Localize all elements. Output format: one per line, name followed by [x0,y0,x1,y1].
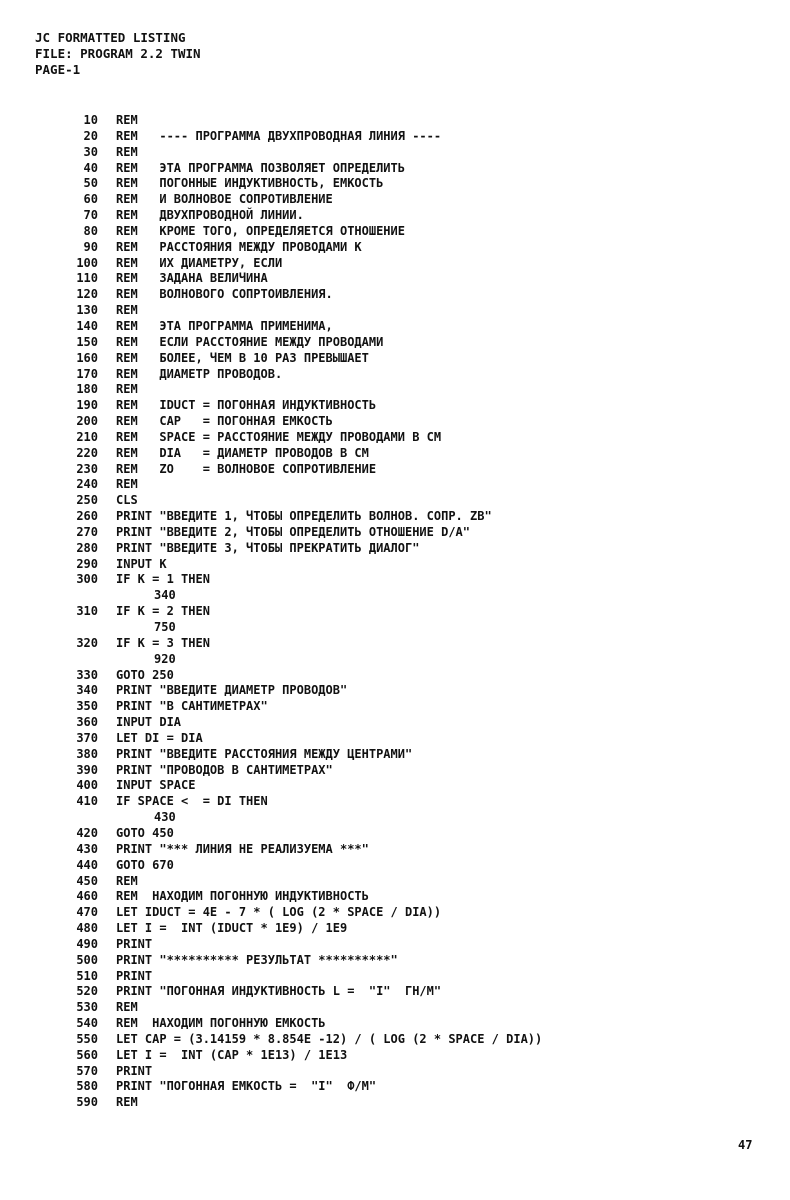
page-number: 47 [738,1138,753,1152]
line-code: INPUT SPACE [116,778,196,793]
listing-line [66,588,542,604]
line-code: PRINT "ВВЕДИТЕ ДИАМЕТР ПРОВОДОВ" [116,683,348,698]
line-code: 750 [154,620,176,634]
listing-line [66,287,542,303]
line-number: 100 [76,255,98,270]
line-number: 40 [83,160,98,175]
line-number: 430 [76,841,98,856]
line-number: 210 [76,429,98,444]
listing-line [66,256,542,272]
line-code: IF K = 1 THEN [116,572,210,587]
line-number: 590 [76,1095,98,1110]
listing-line [66,271,542,287]
line-code: REM НАХОДИМ ПОГОННУЮ ИНДУКТИВНОСТЬ [116,889,369,904]
line-number: 420 [76,825,98,840]
listing-line [66,1095,542,1111]
listing-line [66,240,542,256]
line-code: CLS [116,493,138,508]
line-code: GOTO 250 [116,667,174,682]
listing-line [66,161,542,177]
listing-line [66,1000,542,1016]
listing-line [66,509,542,525]
listing-line [66,858,542,874]
listing-line [66,874,542,890]
line-number: 30 [83,144,98,159]
line-code: 340 [154,588,176,603]
listing-line [66,715,542,731]
line-code: REM [116,382,138,397]
line-number: 130 [76,303,98,318]
listing-line [66,937,542,953]
line-number: 470 [76,905,98,920]
line-code: REM И ВОЛНОВОЕ СОПРОТИВЛЕНИЕ [116,192,333,207]
listing-line [66,826,542,842]
line-number: 540 [76,1016,98,1031]
listing-line [66,129,542,145]
listing-line [66,303,542,319]
listing-line [66,652,542,668]
line-code: REM CAP = ПОГОННАЯ ЕМКОСТЬ [116,414,333,429]
listing-line [66,398,542,414]
line-code: GOTO 450 [116,825,174,840]
line-number [66,652,98,668]
listing-line [66,224,542,240]
line-code: PRINT "ПОГОННАЯ ЕМКОСТЬ = "I" Ф/М" [116,1079,377,1094]
line-number: 220 [76,445,98,460]
line-number: 180 [76,382,98,397]
line-code: REM ---- ПРОГРАММА ДВУХПРОВОДНАЯ ЛИНИЯ ---- [116,128,442,143]
listing-line [66,192,542,208]
line-code: REM ДИАМЕТР ПРОВОДОВ. [116,366,283,381]
listing-line [66,699,542,715]
listing-line [66,668,542,684]
line-number: 80 [83,223,98,238]
listing-header [35,30,201,78]
line-code: REM [116,1000,138,1015]
line-number: 160 [76,350,98,365]
line-code: REM IDUCT = ПОГОННАЯ ИНДУКТИВНОСТЬ [116,398,377,413]
line-code: 920 [154,651,176,666]
line-number: 340 [76,683,98,698]
listing-line [66,208,542,224]
line-number: 380 [76,746,98,761]
line-code: IF SPACE < = DI THEN [116,794,268,809]
line-code: REM ЕСЛИ РАССТОЯНИЕ МЕЖДУ ПРОВОДАМИ [116,334,384,349]
line-code: LET DI = DIA [116,730,203,745]
line-code: PRINT "ВВЕДИТЕ 2, ЧТОБЫ ОПРЕДЕЛИТЬ ОТНОШЕНИЕ D/A" [116,524,471,539]
line-number: 120 [76,287,98,302]
line-number: 560 [76,1047,98,1062]
line-number: 570 [76,1063,98,1078]
line-number: 490 [76,936,98,951]
line-number: 280 [76,540,98,555]
line-number [66,810,98,826]
line-number: 250 [76,493,98,508]
listing-line [66,319,542,335]
line-number: 580 [76,1079,98,1094]
listing-line [66,351,542,367]
line-number: 170 [76,366,98,381]
line-code: PRINT [116,968,153,983]
line-code: REM НАХОДИМ ПОГОННУЮ ЕМКОСТЬ [116,1016,326,1031]
listing-line [66,810,542,826]
line-number: 500 [76,952,98,967]
line-number: 310 [76,604,98,619]
line-number: 230 [76,461,98,476]
listing-line [66,414,542,430]
line-code: PRINT [116,1063,153,1078]
listing-line [66,731,542,747]
listing-line [66,572,542,588]
listing-line [66,905,542,921]
line-number [66,620,98,636]
line-code: REM КРОМЕ ТОГО, ОПРЕДЕЛЯЕТСЯ ОТНОШЕНИЕ [116,223,405,238]
listing-line [66,953,542,969]
line-number: 200 [76,414,98,429]
line-code: INPUT DIA [116,715,182,730]
line-code: LET IDUCT = 4E - 7 * ( LOG (2 * SPACE / DIA)) [116,905,442,920]
line-code: PRINT "ВВЕДИТЕ 3, ЧТОБЫ ПРЕКРАТИТЬ ДИАЛОГ" [116,540,420,555]
listing-line [66,1064,542,1080]
listing-line [66,176,542,192]
line-code: LET I = INT (IDUCT * 1E9) / 1E9 [116,921,348,936]
line-number: 370 [76,730,98,745]
line-code: IF K = 2 THEN [116,604,210,619]
line-code: PRINT "ВВЕДИТЕ РАССТОЯНИЯ МЕЖДУ ЦЕНТРАМИ" [116,746,413,761]
line-code: REM ДВУХПРОВОДНОЙ ЛИНИИ. [116,208,304,223]
line-code: PRINT "********** РЕЗУЛЬТАТ **********" [116,952,398,967]
listing-line [66,113,542,129]
line-code: REM [116,477,138,492]
listing-line [66,984,542,1000]
line-number: 480 [76,921,98,936]
line-code: PRINT "ПРОВОДОВ В САНТИМЕТРАХ" [116,762,333,777]
listing-line [66,477,542,493]
line-code: PRINT "ВВЕДИТЕ 1, ЧТОБЫ ОПРЕДЕЛИТЬ ВОЛНОВ. СОПР. ZB" [116,509,492,524]
line-code: REM [116,1095,138,1110]
line-code: LET CAP = (3.14159 * 8.854E -12) / ( LOG (2 * SPACE / DIA)) [116,1031,543,1046]
line-code: PRINT "*** ЛИНИЯ НЕ РЕАЛИЗУЕМА ***" [116,841,369,856]
line-number: 190 [76,398,98,413]
line-number: 390 [76,762,98,777]
listing-line [66,493,542,509]
line-code: INPUT K [116,556,167,571]
line-code: 430 [154,810,176,825]
program-listing [66,113,542,1111]
line-number [66,588,98,604]
line-number: 530 [76,1000,98,1015]
line-number: 290 [76,556,98,571]
line-number: 20 [83,128,98,143]
line-number: 330 [76,667,98,682]
line-number: 440 [76,857,98,872]
line-number: 400 [76,778,98,793]
listing-line [66,335,542,351]
listing-line [66,604,542,620]
line-number: 320 [76,635,98,650]
listing-line [66,462,542,478]
line-code: REM ЭТА ПРОГРАММА ПРИМЕНИМА, [116,318,333,333]
line-number: 60 [83,192,98,207]
line-number: 510 [76,968,98,983]
line-number: 50 [83,176,98,191]
line-code: REM ИХ ДИАМЕТРУ, ЕСЛИ [116,255,283,270]
line-number: 260 [76,509,98,524]
line-code: GOTO 670 [116,857,174,872]
line-code: REM ЭТА ПРОГРАММА ПОЗВОЛЯЕТ ОПРЕДЕЛИТЬ [116,160,405,175]
listing-line [66,557,542,573]
listing-line [66,1016,542,1032]
listing-line [66,446,542,462]
listing-line [66,145,542,161]
header-page: PAGE-1 [35,62,81,77]
listing-line [66,778,542,794]
listing-line [66,747,542,763]
listing-line [66,1048,542,1064]
line-code: REM SPACE = РАССТОЯНИЕ МЕЖДУ ПРОВОДАМИ В СМ [116,429,442,444]
listing-line [66,1079,542,1095]
line-number: 270 [76,524,98,539]
line-number: 150 [76,334,98,349]
line-code: PRINT "ПОГОННАЯ ИНДУКТИВНОСТЬ L = "I" ГН/М" [116,984,442,999]
listing-line [66,683,542,699]
listing-line [66,636,542,652]
listing-line [66,525,542,541]
line-code: REM DIA = ДИАМЕТР ПРОВОДОВ В СМ [116,445,369,460]
listing-line [66,921,542,937]
line-code: REM [116,144,138,159]
line-number: 450 [76,873,98,888]
listing-line [66,367,542,383]
listing-line [66,620,542,636]
line-code: REM [116,873,138,888]
line-number: 70 [83,208,98,223]
listing-line [66,382,542,398]
line-code: REM ЗАДАНА ВЕЛИЧИНА [116,271,268,286]
line-number: 520 [76,984,98,999]
line-number: 550 [76,1031,98,1046]
line-code: REM РАССТОЯНИЯ МЕЖДУ ПРОВОДАМИ К [116,239,362,254]
line-code: REM [116,303,138,318]
line-code: LET I = INT (CAP * 1E13) / 1E13 [116,1047,348,1062]
line-number: 10 [83,113,98,127]
line-code: PRINT [116,936,153,951]
listing-line [66,969,542,985]
line-code: IF K = 3 THEN [116,635,210,650]
listing-line [66,794,542,810]
line-code: REM ZO = ВОЛНОВОЕ СОПРОТИВЛЕНИЕ [116,461,377,476]
line-code: PRINT "В САНТИМЕТРАХ" [116,699,268,714]
line-number: 460 [76,889,98,904]
header-file: FILE: PROGRAM 2.2 TWIN [35,46,201,61]
line-number: 300 [76,572,98,587]
line-code: REM ПОГОННЫЕ ИНДУКТИВНОСТЬ, ЕМКОСТЬ [116,176,384,191]
listing-line [66,1032,542,1048]
listing-line [66,541,542,557]
line-number: 410 [76,794,98,809]
listing-line [66,842,542,858]
listing-line [66,889,542,905]
line-number: 240 [76,477,98,492]
line-number: 90 [83,239,98,254]
listing-line [66,430,542,446]
line-number: 140 [76,318,98,333]
header-title: JC FORMATTED LISTING [35,30,186,45]
line-number: 110 [76,271,98,286]
line-code: REM ВОЛНОВОГО СОПРТОИВЛЕНИЯ. [116,287,333,302]
line-number: 350 [76,699,98,714]
line-number: 360 [76,715,98,730]
listing-line [66,763,542,779]
line-code: REM БОЛЕЕ, ЧЕМ В 10 РАЗ ПРЕВЫШАЕТ [116,350,369,365]
line-code: REM [116,113,138,127]
